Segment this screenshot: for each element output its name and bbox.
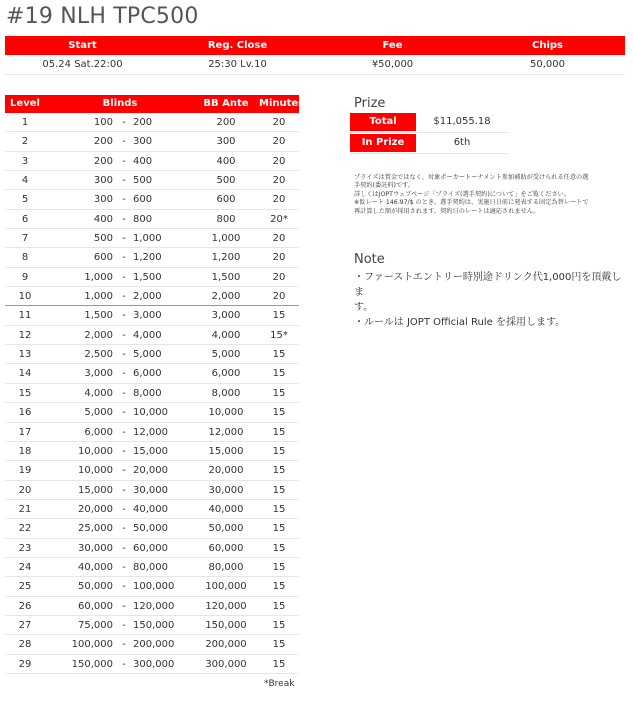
blinds-separator: - — [122, 503, 126, 515]
blind-row — [5, 345, 299, 364]
blinds-separator: - — [122, 117, 126, 128]
level-cell: 25 — [18, 581, 32, 593]
small-blind-cell: 1,000 — [84, 291, 113, 303]
level-cell: 26 — [18, 600, 32, 612]
blind-row — [5, 306, 299, 325]
bb-ante-cell: 150,000 — [205, 619, 247, 631]
blind-row — [5, 132, 299, 151]
small-blind-cell: 4,000 — [84, 387, 113, 399]
level-cell: 5 — [21, 194, 29, 206]
level-cell: 8 — [21, 252, 29, 264]
blind-row — [5, 190, 299, 209]
level-cell: 28 — [18, 639, 32, 651]
big-blind-cell: 800 — [133, 213, 153, 225]
blind-table-header — [5, 95, 305, 113]
level-cell: 21 — [18, 503, 32, 515]
big-blind-cell: 1,200 — [133, 252, 162, 264]
blinds-separator: - — [122, 639, 126, 651]
blind-row — [5, 461, 299, 480]
prize-note-line: 手契約(委託料)です。 — [354, 182, 415, 190]
prize-value-in-prize: 6th — [453, 137, 471, 148]
blinds-separator: - — [122, 600, 126, 612]
big-blind-cell: 4,000 — [133, 329, 162, 341]
big-blind-cell: 1,000 — [133, 233, 162, 245]
level-cell: 24 — [18, 561, 32, 573]
big-blind-cell: 12,000 — [133, 426, 168, 438]
bb-ante-cell: 120,000 — [205, 600, 247, 612]
big-blind-cell: 10,000 — [133, 407, 168, 419]
blinds-separator: - — [122, 310, 126, 322]
note-line: ・ファーストエントリー時別途ドリンク代1,000円を頂戴しま — [354, 272, 622, 298]
minutes-cell: 15 — [272, 407, 286, 419]
small-blind-cell: 200 — [93, 136, 113, 148]
big-blind-cell: 500 — [133, 175, 153, 187]
big-blind-cell: 300,000 — [133, 658, 175, 670]
level-cell: 7 — [21, 233, 29, 245]
bb-ante-cell: 1,000 — [211, 233, 241, 245]
info-reg-close-value: 25:30 Lv.10 — [208, 59, 267, 70]
bb-ante-cell: 60,000 — [208, 542, 244, 554]
blinds-separator: - — [122, 426, 126, 438]
blinds-separator: - — [122, 271, 126, 283]
info-value-row — [5, 56, 625, 75]
minutes-cell: 15 — [272, 658, 286, 670]
bb-ante-cell: 200,000 — [205, 639, 247, 651]
blinds-separator: - — [122, 329, 126, 341]
level-cell: 22 — [18, 523, 32, 535]
bb-ante-cell: 1,200 — [211, 252, 241, 264]
blind-row — [5, 635, 299, 654]
big-blind-cell: 5,000 — [133, 349, 162, 361]
level-cell: 29 — [18, 658, 32, 670]
blind-row — [5, 519, 299, 538]
minutes-cell: 15 — [272, 349, 286, 361]
level-cell: 3 — [21, 155, 29, 167]
blind-row — [5, 539, 299, 558]
info-header-fee: Fee — [382, 40, 403, 51]
blind-row — [5, 423, 299, 442]
small-blind-cell: 10,000 — [78, 445, 113, 457]
big-blind-cell: 100,000 — [133, 581, 175, 593]
level-cell: 9 — [21, 271, 29, 283]
blind-row — [5, 364, 299, 383]
prize-note-line: ※仮レート 146.97/$ のとき。選手契約は、実施日日前に発表する固定為替レートで — [354, 199, 589, 207]
blinds-separator: - — [122, 213, 126, 225]
blinds-separator: - — [122, 175, 126, 187]
level-cell: 6 — [21, 213, 29, 225]
bb-ante-cell: 10,000 — [208, 407, 244, 419]
prize-title: Prize — [354, 96, 386, 111]
big-blind-cell: 30,000 — [133, 484, 168, 496]
header-minutes: Minutes — [259, 98, 305, 109]
blind-row — [5, 326, 299, 345]
prize-row-in-prize — [350, 133, 508, 154]
minutes-cell: 15 — [272, 445, 286, 457]
blind-row — [5, 577, 299, 596]
minutes-cell: 20 — [272, 155, 286, 167]
bb-ante-cell: 80,000 — [208, 561, 244, 573]
blinds-separator: - — [122, 368, 126, 380]
header-bb-ante: BB Ante — [203, 98, 249, 109]
small-blind-cell: 2,000 — [84, 329, 113, 341]
level-cell: 18 — [18, 445, 32, 457]
bb-ante-cell: 15,000 — [208, 445, 244, 457]
info-chips-value: 50,000 — [530, 59, 565, 70]
bb-ante-cell: 400 — [216, 155, 236, 167]
minutes-cell: 15 — [272, 503, 286, 515]
minutes-cell: 20 — [272, 175, 286, 187]
big-blind-cell: 40,000 — [133, 503, 168, 515]
bb-ante-cell: 3,000 — [211, 310, 241, 322]
blind-row — [5, 268, 299, 287]
minutes-cell: 15 — [272, 600, 286, 612]
level-cell: 27 — [18, 619, 32, 631]
small-blind-cell: 400 — [93, 213, 113, 225]
blinds-separator: - — [122, 407, 126, 419]
big-blind-cell: 2,000 — [133, 291, 162, 303]
blind-row — [5, 481, 299, 500]
prize-row-total — [350, 112, 508, 133]
minutes-cell: 15 — [272, 561, 286, 573]
info-start-value: 05.24 Sat.22:00 — [42, 59, 123, 70]
blinds-separator: - — [122, 349, 126, 361]
blind-row — [5, 113, 299, 132]
blind-row — [5, 248, 299, 267]
small-blind-cell: 5,000 — [84, 407, 113, 419]
blinds-separator: - — [122, 484, 126, 496]
level-cell: 16 — [18, 407, 32, 419]
big-blind-cell: 15,000 — [133, 445, 168, 457]
bb-ante-cell: 20,000 — [208, 465, 244, 477]
prize-label-in-prize: In Prize — [350, 134, 416, 152]
big-blind-cell: 8,000 — [133, 387, 162, 399]
small-blind-cell: 40,000 — [78, 561, 113, 573]
minutes-cell: 15 — [272, 484, 286, 496]
blind-row — [5, 500, 299, 519]
small-blind-cell: 10,000 — [78, 465, 113, 477]
blind-row — [5, 597, 299, 616]
prize-label-total: Total — [350, 113, 416, 131]
note-line: ・ルールは JOPT Official Rule を採用します。 — [354, 317, 566, 328]
small-blind-cell: 100,000 — [71, 639, 113, 651]
prize-value-total: $11,055.18 — [433, 116, 491, 127]
minutes-cell: 20 — [272, 194, 286, 206]
note-line: す。 — [354, 302, 374, 313]
blinds-separator: - — [122, 252, 126, 264]
minutes-cell: 15 — [272, 639, 286, 651]
level-cell: 23 — [18, 542, 32, 554]
big-blind-cell: 150,000 — [133, 619, 175, 631]
blind-structure-table — [5, 95, 305, 674]
blinds-separator: - — [122, 291, 126, 303]
blinds-separator: - — [122, 581, 126, 593]
small-blind-cell: 30,000 — [78, 542, 113, 554]
minutes-cell: 15 — [272, 310, 286, 322]
level-cell: 12 — [18, 329, 32, 341]
small-blind-cell: 20,000 — [78, 503, 113, 515]
bb-ante-cell: 50,000 — [208, 523, 244, 535]
blind-row — [5, 616, 299, 635]
big-blind-cell: 200 — [133, 117, 153, 128]
small-blind-cell: 300 — [93, 175, 113, 187]
header-level: Level — [10, 98, 40, 109]
blinds-separator: - — [122, 658, 126, 670]
blinds-separator: - — [122, 445, 126, 457]
minutes-cell: 15 — [272, 619, 286, 631]
blinds-separator: - — [122, 465, 126, 477]
level-cell: 1 — [21, 117, 29, 128]
blinds-separator: - — [122, 136, 126, 148]
blind-row — [5, 384, 299, 403]
level-cell: 13 — [18, 349, 32, 361]
bb-ante-cell: 40,000 — [208, 503, 244, 515]
blinds-separator: - — [122, 233, 126, 245]
minutes-cell: 15 — [272, 581, 286, 593]
blind-row — [5, 152, 299, 171]
bb-ante-cell: 500 — [216, 175, 236, 187]
big-blind-cell: 3,000 — [133, 310, 162, 322]
minutes-cell: 15 — [272, 426, 286, 438]
prize-note-line: 再計算した額が採用されます。契約日のレートは適応されません。 — [354, 207, 540, 215]
prize-table — [350, 112, 508, 154]
bb-ante-cell: 100,000 — [205, 581, 247, 593]
info-header-chips: Chips — [532, 40, 563, 51]
prize-note-line: 詳しくはJOPTウェブページ「プライズ(選手契約)について」をご覧ください。 — [354, 190, 571, 198]
bb-ante-cell: 30,000 — [208, 484, 244, 496]
blind-table-body — [5, 113, 299, 674]
minutes-cell: 20 — [272, 117, 286, 128]
minutes-cell: 15 — [272, 465, 286, 477]
prize-note-line: プライズは賞金ではなく、対象ポーカートーナメント参加補助が受けられる任意の選 — [354, 174, 589, 181]
minutes-cell: 20 — [272, 136, 286, 148]
bb-ante-cell: 2,000 — [211, 291, 241, 303]
blind-row — [5, 558, 299, 577]
blinds-separator: - — [122, 155, 126, 167]
level-cell: 2 — [21, 136, 29, 148]
blind-row — [5, 403, 299, 422]
small-blind-cell: 60,000 — [78, 600, 113, 612]
minutes-cell: 15 — [272, 368, 286, 380]
level-cell: 17 — [18, 426, 32, 438]
level-cell: 15 — [18, 387, 32, 399]
minutes-cell: 20 — [272, 233, 286, 245]
info-header-start: Start — [68, 40, 97, 51]
blinds-separator: - — [122, 542, 126, 554]
blind-row — [5, 171, 299, 190]
small-blind-cell: 75,000 — [78, 619, 113, 631]
bb-ante-cell: 800 — [216, 213, 236, 225]
minutes-cell: 20 — [272, 252, 286, 264]
bb-ante-cell: 6,000 — [211, 368, 241, 380]
bb-ante-cell: 5,000 — [211, 349, 241, 361]
blind-row — [5, 210, 299, 229]
minutes-cell: 15 — [272, 387, 286, 399]
big-blind-cell: 60,000 — [133, 542, 168, 554]
big-blind-cell: 6,000 — [133, 368, 162, 380]
info-header-reg-close: Reg. Close — [207, 40, 268, 51]
level-cell: 19 — [18, 465, 32, 477]
bb-ante-cell: 600 — [216, 194, 236, 206]
bb-ante-cell: 12,000 — [208, 426, 244, 438]
small-blind-cell: 150,000 — [71, 658, 113, 670]
blind-row — [5, 287, 299, 306]
small-blind-cell: 25,000 — [78, 523, 113, 535]
minutes-cell: 20 — [272, 291, 286, 303]
blind-row — [5, 229, 299, 248]
level-cell: 11 — [18, 310, 32, 322]
small-blind-cell: 2,500 — [84, 349, 113, 361]
info-fee-value: ¥50,000 — [371, 59, 414, 70]
bb-ante-cell: 300,000 — [205, 658, 247, 670]
big-blind-cell: 20,000 — [133, 465, 168, 477]
minutes-cell: 15* — [270, 329, 288, 341]
small-blind-cell: 1,000 — [84, 271, 113, 283]
big-blind-cell: 200,000 — [133, 639, 175, 651]
prize-notes — [354, 174, 624, 216]
small-blind-cell: 3,000 — [84, 368, 113, 380]
bb-ante-cell: 200 — [216, 117, 236, 128]
info-header-row — [5, 36, 625, 55]
small-blind-cell: 500 — [93, 233, 113, 245]
level-cell: 14 — [18, 368, 32, 380]
blinds-separator: - — [122, 194, 126, 206]
break-note: *Break — [264, 679, 295, 689]
blind-row — [5, 442, 299, 461]
note-title: Note — [354, 252, 385, 267]
bb-ante-cell: 4,000 — [211, 329, 241, 341]
big-blind-cell: 80,000 — [133, 561, 168, 573]
blinds-separator: - — [122, 523, 126, 535]
note-body — [354, 270, 624, 330]
header-blinds: Blinds — [102, 98, 138, 109]
big-blind-cell: 120,000 — [133, 600, 175, 612]
big-blind-cell: 300 — [133, 136, 153, 148]
bb-ante-cell: 8,000 — [211, 387, 241, 399]
big-blind-cell: 400 — [133, 155, 153, 167]
bb-ante-cell: 1,500 — [211, 271, 241, 283]
small-blind-cell: 1,500 — [84, 310, 113, 322]
small-blind-cell: 6,000 — [84, 426, 113, 438]
small-blind-cell: 15,000 — [78, 484, 113, 496]
blind-row — [5, 655, 299, 674]
minutes-cell: 15 — [272, 542, 286, 554]
big-blind-cell: 600 — [133, 194, 153, 206]
small-blind-cell: 600 — [93, 252, 113, 264]
level-cell: 4 — [21, 175, 29, 187]
small-blind-cell: 200 — [93, 155, 113, 167]
small-blind-cell: 100 — [93, 117, 113, 128]
small-blind-cell: 300 — [93, 194, 113, 206]
level-cell: 10 — [18, 291, 32, 303]
bb-ante-cell: 300 — [216, 136, 236, 148]
small-blind-cell: 50,000 — [78, 581, 113, 593]
minutes-cell: 15 — [272, 523, 286, 535]
blinds-separator: - — [122, 387, 126, 399]
big-blind-cell: 50,000 — [133, 523, 168, 535]
big-blind-cell: 1,500 — [133, 271, 162, 283]
minutes-cell: 20* — [270, 213, 288, 225]
blinds-separator: - — [122, 619, 126, 631]
minutes-cell: 20 — [272, 271, 286, 283]
blinds-separator: - — [122, 561, 126, 573]
level-cell: 20 — [18, 484, 32, 496]
page-title: #19 NLH TPC500 — [6, 4, 199, 29]
